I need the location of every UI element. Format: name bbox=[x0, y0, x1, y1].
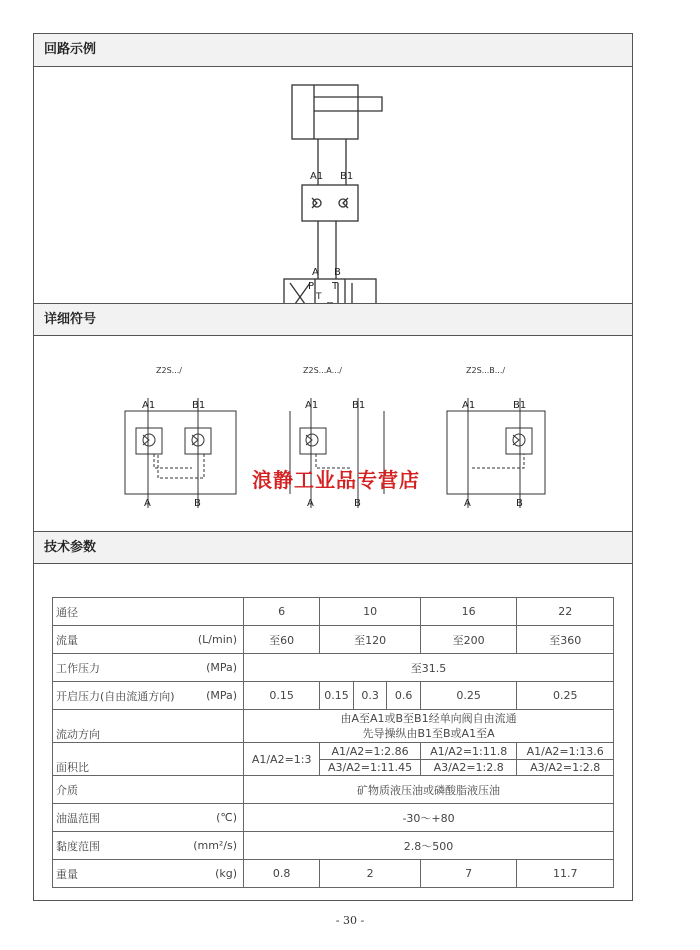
flow-10: 至120 bbox=[320, 626, 421, 654]
store-watermark: 浪静工业品专营店 bbox=[252, 468, 420, 492]
label-weight: 重量 bbox=[53, 860, 182, 888]
table-row-flow bbox=[53, 626, 614, 654]
unit-working-pressure: (MPa) bbox=[181, 654, 244, 682]
cracking-16: 0.25 bbox=[420, 682, 517, 710]
circuit-diagram bbox=[34, 67, 632, 303]
table-row-cracking-pressure bbox=[53, 682, 614, 710]
circuit-port-p: P bbox=[308, 281, 315, 292]
label-area-ratio: 面积比 bbox=[53, 743, 182, 776]
size-16: 16 bbox=[420, 598, 517, 626]
table-row-working-pressure bbox=[53, 654, 614, 682]
label-viscosity: 黏度范围 bbox=[53, 832, 182, 860]
area-ratio-16: A1/A2=1:11.8 A3/A2=1:2.8 bbox=[420, 743, 517, 776]
unit-flow: (L/min) bbox=[181, 626, 244, 654]
table-row-flow-direction bbox=[53, 710, 614, 743]
weight-10: 2 bbox=[320, 860, 421, 888]
area-ratio-22: A1/A2=1:13.6 A3/A2=1:2.8 bbox=[517, 743, 614, 776]
symbol1-port-a1: A1 bbox=[142, 400, 156, 411]
viscosity-value: 2.8～500 bbox=[244, 832, 614, 860]
table-row-weight bbox=[53, 860, 614, 888]
label-working-pressure: 工作压力 bbox=[53, 654, 182, 682]
page-number: - 30 - bbox=[335, 914, 365, 927]
unit-oil-temp: (℃) bbox=[181, 804, 244, 832]
label-nominal-size: 通径 bbox=[53, 598, 182, 626]
symbol1-port-a: A bbox=[144, 498, 151, 509]
symbol3-port-b1: B1 bbox=[513, 400, 527, 411]
circuit-port-a1: A1 bbox=[310, 171, 324, 182]
flow-direction-value bbox=[244, 710, 614, 743]
cracking-10-a: 0.15 bbox=[320, 682, 354, 710]
symbol2-port-b: B bbox=[354, 498, 361, 509]
table-row-oil-temp bbox=[53, 804, 614, 832]
table-row-nominal-size bbox=[53, 598, 614, 626]
weight-6: 0.8 bbox=[244, 860, 320, 888]
flow-16: 至200 bbox=[420, 626, 517, 654]
unit-cracking-pressure: (MPa) bbox=[181, 682, 244, 710]
tech-params-table bbox=[52, 597, 614, 888]
symbol3-port-a: A bbox=[464, 498, 471, 509]
cracking-10-c: 0.6 bbox=[387, 682, 421, 710]
circuit-port-t: T bbox=[332, 281, 339, 292]
cylinder-rod bbox=[314, 97, 382, 111]
symbol2-port-b1: B1 bbox=[352, 400, 366, 411]
size-22: 22 bbox=[517, 598, 614, 626]
section-title-detailed-symbols: 详细符号 bbox=[34, 303, 632, 336]
cylinder-body bbox=[292, 85, 358, 139]
circuit-port-b1: B1 bbox=[340, 171, 354, 182]
symbol1-port-b1: B1 bbox=[192, 400, 206, 411]
weight-16: 7 bbox=[420, 860, 517, 888]
cracking-6: 0.15 bbox=[244, 682, 320, 710]
medium-value: 矿物质液压油或磷酸脂液压油 bbox=[244, 776, 614, 804]
unit-viscosity: (mm²/s) bbox=[181, 832, 244, 860]
circuit-port-a: A bbox=[312, 267, 319, 278]
size-6: 6 bbox=[244, 598, 320, 626]
symbol-model-1: Z2S.../ bbox=[156, 366, 182, 375]
symbol3-port-b: B bbox=[516, 498, 523, 509]
flow-22: 至360 bbox=[517, 626, 614, 654]
symbol1-port-b: B bbox=[194, 498, 201, 509]
size-10: 10 bbox=[320, 598, 421, 626]
unit-weight: (kg) bbox=[181, 860, 244, 888]
label-oil-temp: 油温范围 bbox=[53, 804, 182, 832]
label-flow: 流量 bbox=[53, 626, 182, 654]
table-row-area-ratio bbox=[53, 743, 614, 776]
cracking-10-b: 0.3 bbox=[353, 682, 387, 710]
label-cracking-pressure: 开启压力(自由流通方向) bbox=[53, 682, 182, 710]
area-ratio-10: A1/A2=1:2.86 A3/A2=1:11.45 bbox=[320, 743, 421, 776]
oil-temp-value: -30～+80 bbox=[244, 804, 614, 832]
detailed-symbols-diagram bbox=[34, 336, 632, 531]
label-medium: 介质 bbox=[53, 776, 182, 804]
section-title-circuit-example: 回路示例 bbox=[34, 34, 632, 67]
flow-6: 至60 bbox=[244, 626, 320, 654]
symbol2-port-a1: A1 bbox=[305, 400, 319, 411]
symbol3-port-a1: A1 bbox=[462, 400, 476, 411]
table-row-viscosity bbox=[53, 832, 614, 860]
flow-direction-line1: 由A至A1或B至B1经单向阀自由流通 bbox=[340, 712, 517, 725]
symbol-model-2: Z2S...A.../ bbox=[303, 366, 342, 375]
flow-direction-line2: 先导操纵由B1至B或A1至A bbox=[362, 727, 495, 740]
weight-22: 11.7 bbox=[517, 860, 614, 888]
table-row-medium bbox=[53, 776, 614, 804]
area-ratio-6: A1/A2=1:3 bbox=[244, 743, 320, 776]
section-title-tech-params: 技术参数 bbox=[34, 531, 632, 564]
cracking-22: 0.25 bbox=[517, 682, 614, 710]
symbol-model-3: Z2S...B.../ bbox=[466, 366, 506, 375]
symbol2-port-a: A bbox=[307, 498, 314, 509]
circuit-port-t-inner: T bbox=[316, 292, 322, 302]
working-pressure-value: 至31.5 bbox=[244, 654, 614, 682]
label-flow-direction: 流动方向 bbox=[53, 710, 182, 743]
circuit-port-b: B bbox=[334, 267, 341, 278]
check-valve-block bbox=[302, 185, 358, 221]
